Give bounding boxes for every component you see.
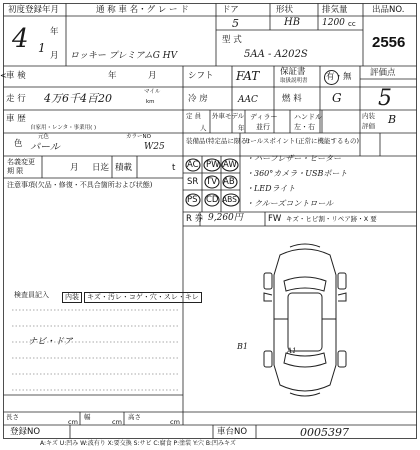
- hw-recycle-fee: 9,260円: [208, 213, 243, 223]
- first-registration-label: 初度登録年月: [8, 5, 60, 15]
- notes-label: 注意事項(欠品・修復・不具合箇所および状態): [7, 181, 153, 189]
- equipment-sr: SR: [187, 177, 199, 187]
- height-label: 高さ: [128, 413, 141, 421]
- equipment-tv: TV: [206, 177, 218, 187]
- shift-label: シフト: [188, 71, 214, 81]
- dealer-label: ディラー: [250, 113, 278, 121]
- vehicle-history-label: 車 歴: [6, 114, 26, 124]
- handle-options: 左・右: [294, 123, 315, 131]
- lot-number: 2556: [372, 34, 406, 51]
- hw-inspector-note: ナビ・ドア: [28, 337, 73, 347]
- mileage-unit-mile: マイル: [144, 89, 161, 95]
- length-label: 長さ: [6, 413, 19, 421]
- hw-chassis-number: 0005397: [300, 426, 349, 439]
- hw-diagram-mark-b1: B1: [237, 342, 248, 351]
- equipment-check-marks: [183, 156, 241, 212]
- parallel-import-label: 並行: [256, 123, 270, 131]
- interior-label: 内装: [362, 112, 375, 120]
- height-unit: cm: [170, 418, 180, 426]
- door-label: ドア: [222, 5, 239, 15]
- lot-number-label: 出品NO.: [372, 5, 405, 15]
- equipment-ac: AC: [187, 160, 199, 170]
- hw-shape: HB: [284, 17, 301, 28]
- selling-point-2: ・360°カメラ・USBポート: [246, 169, 348, 178]
- inspector-interior-tag: 内装: [62, 292, 82, 303]
- selling-point-4: ・クルーズコントロール: [246, 199, 334, 208]
- name-change-day-unit: 日迄: [92, 163, 110, 173]
- length-unit: cm: [68, 418, 78, 426]
- hw-score: 5: [378, 86, 392, 111]
- name-change-deadline-label: 期 限: [7, 167, 24, 175]
- fw-label: FW: [268, 214, 282, 224]
- foreign-model-label: 外車モデル: [212, 112, 245, 120]
- damage-legend: キズ・ヒビ割・リペア跡・X 要: [286, 215, 377, 223]
- load-capacity-label: 積載: [115, 163, 133, 173]
- capacity-label: 定 員: [186, 112, 202, 120]
- inspection-label: 車 検: [6, 71, 26, 81]
- hw-color: パール: [30, 142, 60, 153]
- hw-shift: FAT: [236, 69, 260, 83]
- recycle-label: R 券: [186, 214, 204, 224]
- warranty-label: 保証書: [280, 67, 306, 77]
- warranty-options: 有・無: [326, 72, 352, 82]
- hw-displacement: 1200: [322, 18, 345, 28]
- warranty-yes-circle: [324, 70, 339, 85]
- hw-doors: 5: [232, 17, 239, 30]
- hw-color-code: W25: [144, 142, 165, 152]
- car-name-label: 通 称 車 名・グ レ ー ド: [96, 5, 189, 15]
- equipment-aw: AW: [223, 160, 237, 170]
- registration-number-label: 登録NO: [10, 427, 41, 437]
- color-label: 色: [14, 139, 23, 149]
- handle-label: ハンドル: [294, 113, 322, 121]
- mileage-unit-km: km: [146, 99, 155, 105]
- month-unit: 月: [50, 51, 59, 61]
- name-change-label: 名義変更: [7, 158, 35, 166]
- inspector-damage-tags: キズ・汚レ・コゲ・穴・スレ・キレ: [84, 292, 202, 303]
- edge-mark: <: [0, 71, 7, 80]
- interior-sub-label: 評価: [362, 122, 375, 130]
- inspector-label: 検査員記入: [14, 291, 49, 299]
- color-code-label: カラーNO: [126, 134, 151, 140]
- selling-points-header: セールスポイント(正常に機能するもの): [244, 137, 359, 145]
- inspection-month-unit: 月: [148, 71, 157, 81]
- model-label: 型 式: [222, 35, 242, 45]
- hw-model-code: 5AA - A202S: [244, 49, 308, 60]
- equipment-header: 装備品(特定品に限る): [186, 137, 250, 145]
- damage-code-legend: A:キズ U:凹み W:波有り X:要交換 S:サビ C:腐食 P:塗装 Y:穴 B:凹みキズ: [40, 440, 236, 447]
- displacement-label: 排気量: [322, 5, 348, 15]
- equipment-ps: PS: [187, 195, 198, 205]
- vehicle-history-options: 自家用・レンタ・事業用( ): [30, 125, 97, 131]
- hw-car-name: ロッキー プレミアムG HV: [70, 51, 178, 61]
- score-label: 評価点: [370, 68, 396, 78]
- equipment-ab: AB: [223, 177, 235, 187]
- width-label: 幅: [84, 413, 91, 421]
- width-unit: cm: [112, 418, 122, 426]
- inspection-year-unit: 年: [108, 71, 117, 81]
- original-color-label: 元色: [38, 134, 50, 140]
- foreign-model-unit: 年: [238, 124, 245, 132]
- hw-aircon: AAC: [238, 95, 258, 105]
- year-unit: 年: [50, 27, 59, 37]
- hw-mileage: 4万6千4百20: [44, 92, 112, 105]
- load-capacity-unit: t: [172, 163, 176, 173]
- equipment-pw: PW: [206, 160, 220, 170]
- shape-label: 形状: [276, 5, 294, 15]
- car-damage-diagram: [250, 235, 360, 405]
- selling-point-3: ・LEDライト: [246, 184, 296, 193]
- chassis-number-label: 車台NO: [217, 427, 248, 437]
- hw-interior-grade: B: [388, 113, 397, 126]
- hw-registration-year: 4: [12, 24, 29, 54]
- name-change-month-unit: 月: [70, 163, 79, 173]
- cc-unit: cc: [348, 20, 356, 28]
- selling-point-1: ・ハーフレザー・ヒーター: [246, 154, 341, 163]
- aircon-label: 冷 房: [188, 94, 208, 104]
- hw-registration-month: 1: [38, 41, 46, 55]
- equipment-abs: ABS: [222, 195, 237, 204]
- capacity-unit: 人: [200, 124, 207, 132]
- warranty-sub-label: 取扱説明書: [280, 78, 308, 84]
- hw-fuel: G: [332, 91, 342, 105]
- equipment-cd: CD: [206, 195, 219, 205]
- mileage-label: 走 行: [6, 94, 26, 104]
- hw-diagram-mark-a1: A1: [287, 347, 297, 355]
- fuel-label: 燃 料: [282, 94, 302, 104]
